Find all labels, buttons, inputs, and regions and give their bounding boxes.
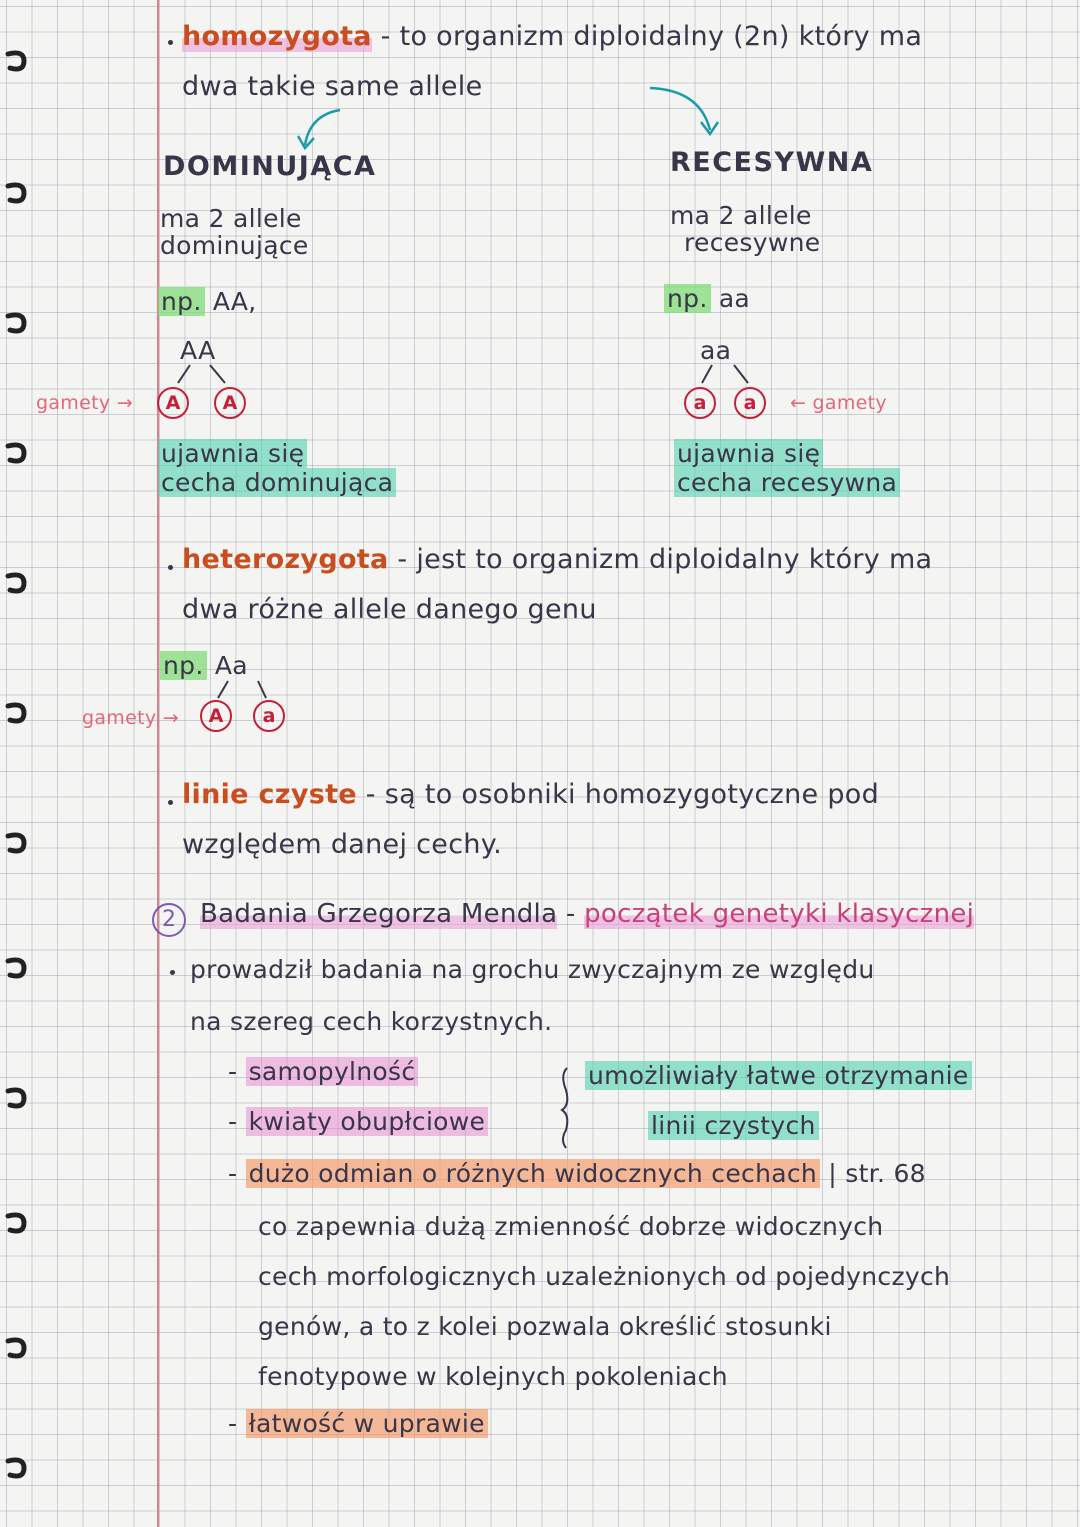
spiral-binding: [0, 0, 40, 1527]
list-item: - samopylność: [228, 1058, 418, 1086]
recessive-result-line2: cecha recesywna: [674, 469, 900, 497]
gamety-label: ← gamety: [790, 392, 887, 414]
item-samopylnosc: samopylność: [246, 1057, 419, 1086]
bullet-icon: [170, 970, 175, 975]
spiral-ring-icon: [4, 440, 30, 466]
np-label: np.: [664, 284, 711, 313]
spiral-ring-icon: [4, 830, 30, 856]
spiral-ring-icon: [4, 48, 30, 74]
definition-text: - są to osobniki homozygotyczne pod: [356, 779, 880, 810]
item-latwosc: łatwość w uprawie: [246, 1409, 488, 1438]
term-homozygota: homozygota: [182, 21, 372, 52]
brace-icon: [562, 1068, 567, 1148]
definition-text-line2: dwa różne allele danego genu: [182, 594, 597, 625]
recessive-desc-line2: recesywne: [684, 228, 821, 257]
dominant-desc-line1: ma 2 allele: [160, 204, 302, 233]
np-label: np.: [160, 651, 207, 680]
spiral-ring-icon: [4, 1335, 30, 1361]
item-odmiany: dużo odmian o różnych widocznych cechach: [246, 1159, 820, 1188]
spiral-ring-icon: [4, 570, 30, 596]
bullet-icon: [168, 40, 173, 45]
example-genotype: aa: [718, 284, 751, 313]
spiral-ring-icon: [4, 955, 30, 981]
spiral-ring-icon: [4, 310, 30, 336]
item-kwiaty: kwiaty obupłciowe: [246, 1107, 489, 1136]
homozygote-definition: [182, 22, 922, 52]
page-reference: str. 68: [845, 1159, 926, 1188]
spiral-ring-icon: [4, 180, 30, 206]
example-genotype: AA,: [212, 287, 257, 316]
gamete-circle: a: [684, 387, 716, 419]
term-heterozygota: heterozygota: [182, 544, 389, 575]
bullet-icon: [168, 565, 173, 570]
paragraph-line: cech morfologicznych uzależnionych od pojedynczych: [258, 1262, 951, 1291]
paragraph-line: genów, a to z kolei pozwala określić stosunki: [258, 1312, 832, 1341]
brace-note-line2: linii czystych: [648, 1112, 819, 1140]
recessive-example: [664, 285, 750, 313]
recessive-result-line1: ujawnia się: [674, 440, 823, 468]
paragraph-line: prowadził badania na grochu zwyczajnym ze względu: [190, 955, 875, 984]
gamete-circle: A: [157, 387, 189, 419]
section-subtitle: początek genetyki klasycznej: [584, 899, 975, 929]
list-item: - dużo odmian o różnych widocznych cechach | str. 68: [228, 1159, 926, 1188]
heterozygote-definition: [182, 545, 932, 575]
section-number: 2: [152, 903, 186, 937]
definition-text: - jest to organizm diploidalny który ma: [388, 544, 933, 575]
paragraph-line: na szereg cech korzystnych.: [190, 1007, 553, 1036]
bullet-icon: [168, 800, 173, 805]
paragraph-line: co zapewnia dużą zmienność dobrze widocznych: [258, 1212, 884, 1241]
list-item: - kwiaty obupłciowe: [228, 1108, 488, 1136]
gamete-circle: A: [200, 700, 232, 732]
dominant-genotype: AA: [180, 336, 216, 365]
gamete-circle: a: [253, 700, 285, 732]
dominant-desc-line2: dominujące: [160, 231, 309, 260]
spiral-ring-icon: [4, 700, 30, 726]
list-item: - łatwość w uprawie: [228, 1410, 488, 1438]
gamete-circle: A: [214, 387, 246, 419]
gamety-label: gamety →: [82, 707, 179, 729]
section-title: Badania Grzegorza Mendla: [200, 899, 558, 929]
gamete-circle: a: [734, 387, 766, 419]
arrow-right-icon: [650, 88, 710, 130]
dominant-example: [158, 288, 257, 316]
np-label: np.: [158, 287, 205, 316]
term-linie-czyste: linie czyste: [182, 779, 357, 810]
recessive-desc-line1: ma 2 allele: [670, 201, 812, 230]
definition-text: - to organizm diploidalny (2n) który ma: [371, 21, 923, 52]
gamety-label: gamety →: [36, 392, 133, 414]
definition-text-line2: dwa takie same allele: [182, 71, 483, 102]
definition-text-line2: względem danej cechy.: [182, 829, 503, 860]
dominant-result-line2: cecha dominująca: [158, 469, 396, 497]
margin-line: [157, 0, 159, 1527]
pure-lines-definition: [182, 780, 879, 810]
paragraph-line: fenotypowe w kolejnych pokoleniach: [258, 1362, 728, 1391]
spiral-ring-icon: [4, 1210, 30, 1236]
dominant-heading: DOMINUJĄCA: [163, 151, 377, 182]
arrow-left-icon: [305, 110, 340, 145]
example-genotype: Aa: [214, 651, 248, 680]
spiral-ring-icon: [4, 1085, 30, 1111]
heterozygote-example: [160, 652, 248, 680]
spiral-ring-icon: [4, 1455, 30, 1481]
brace-note-line1: umożliwiały łatwe otrzymanie: [585, 1062, 972, 1090]
recessive-genotype: aa: [700, 336, 732, 365]
recessive-heading: RECESYWNA: [670, 147, 874, 178]
dominant-result-line1: ujawnia się: [158, 440, 307, 468]
section2-heading: Badania Grzegorza Mendla - początek genetyki klasycznej: [200, 899, 975, 929]
